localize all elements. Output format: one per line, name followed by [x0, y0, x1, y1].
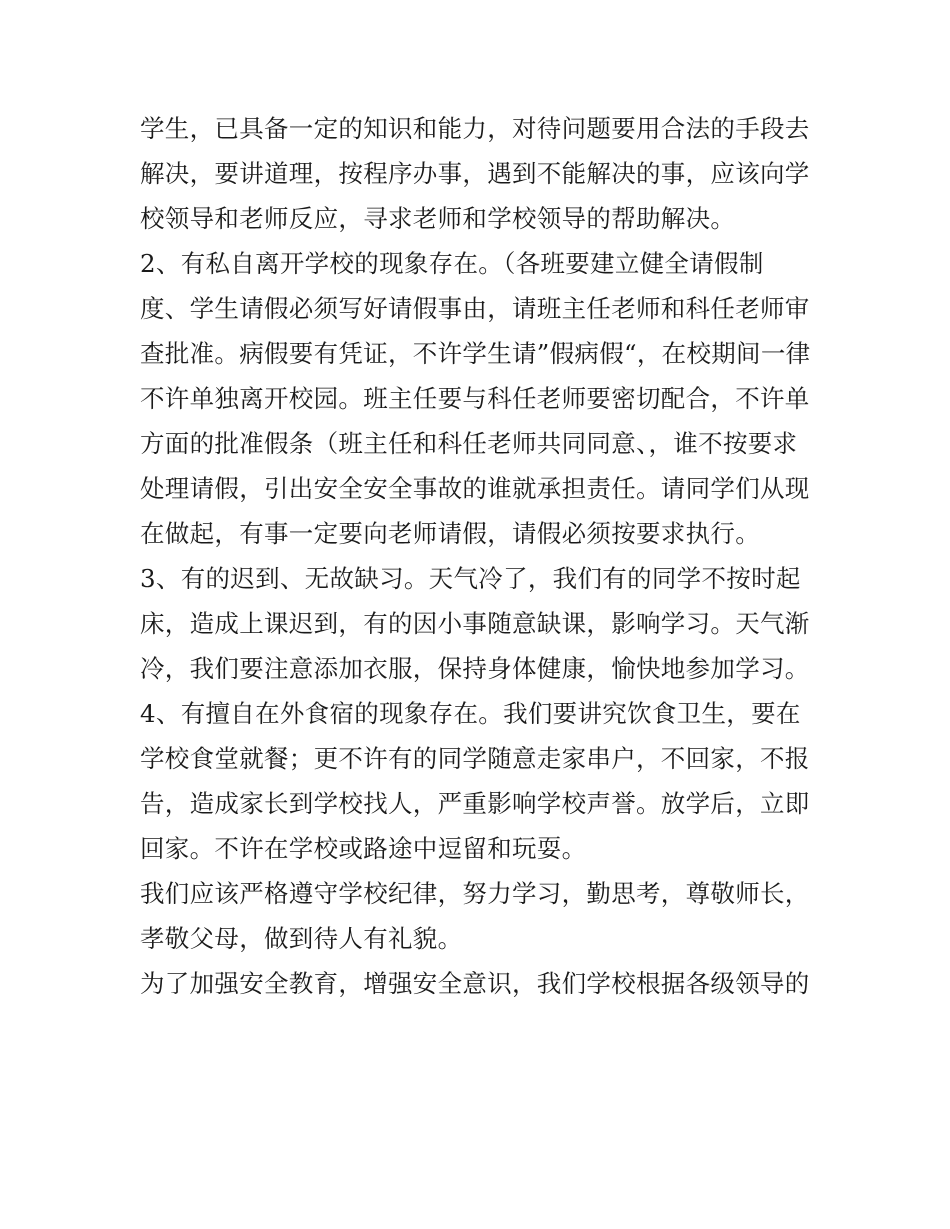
text-line: 学生，已具备一定的知识和能力，对待问题要用合法的手段去 [140, 114, 810, 143]
text-line: 解决，要讲道理，按程序办事，遇到不能解决的事，应该向学 [140, 159, 810, 188]
text-line: 在做起，有事一定要向老师请假，请假必须按要求执行。 [140, 519, 760, 548]
text-line: 孝敬父母，做到待人有礼貌。 [140, 924, 463, 953]
text-line: 3、有的迟到、无故缺习。天气冷了，我们有的同学不按时起 [140, 564, 801, 593]
text-line: 告，造成家长到学校找人，严重影响学校声誉。放学后，立即 [140, 789, 810, 818]
text-line: 为了加强安全教育，增强安全意识，我们学校根据各级领导的 [140, 969, 810, 998]
text-line: 学校食堂就餐；更不许有的同学随意走家串户，不回家，不报 [140, 744, 810, 773]
text-line: 度、学生请假必须写好请假事由，请班主任老师和科任老师审 [140, 294, 810, 323]
text-line: 床，造成上课迟到，有的因小事随意缺课，影响学习。天气渐 [140, 609, 810, 638]
text-line: 回家。不许在学校或路途中逗留和玩耍。 [140, 834, 587, 863]
text-line: 方面的批准假条（班主任和科任老师共同同意、，谁不按要求 [140, 429, 798, 458]
text-line: 不许单独离开校园。班主任要与科任老师要密切配合，不许单 [140, 384, 810, 413]
text-line: 查批准。病假要有凭证，不许学生请”假病假“，在校期间一律 [140, 339, 811, 368]
text-line: 冷，我们要注意添加衣服，保持身体健康，愉快地参加学习。 [140, 654, 810, 683]
text-line: 2、有私自离开学校的现象存在。（各班要建立健全请假制 [140, 249, 764, 278]
document-body [140, 106, 830, 1006]
text-line: 4、有擅自在外食宿的现象存在。我们要讲究饮食卫生，要在 [140, 699, 801, 728]
text-line: 我们应该严格遵守学校纪律，努力学习，勤思考，尊敬师长， [140, 879, 810, 908]
text-line: 处理请假，引出安全安全事故的谁就承担责任。请同学们从现 [140, 474, 810, 503]
text-line: 校领导和老师反应，寻求老师和学校领导的帮助解决。 [140, 204, 736, 233]
